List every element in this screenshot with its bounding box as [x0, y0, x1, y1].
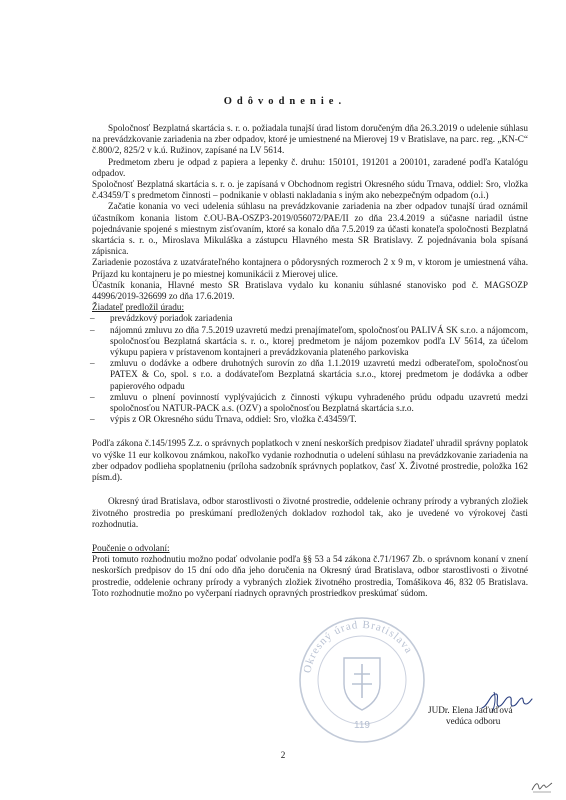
list-heading: Žiadateľ predložil úradu:	[92, 302, 184, 313]
list-item-text: prevádzkový poriadok zariadenia	[110, 313, 233, 324]
spacer	[92, 530, 528, 543]
page-number: 2	[280, 750, 286, 760]
signatory-name: JUDr. Elena Jaďuďová	[428, 705, 513, 715]
svg-text:Okresný úrad Bratislava	[301, 619, 415, 674]
paragraph-registration: Spoločnosť Bezplatná skartácia s. r. o. je zapísaná v Obchodnom registri Okresného súdu Trnava, oddiel: Sro, vložka č.43459/T s predmetom činnosti – podnikanie v oblasti nakladania s iným ako nebezpečným odpadom (o.i.)	[92, 179, 528, 201]
paragraph-request: Spoločnosť Bezplatná skartácia s. r. o. požiadala tunajší úrad listom doručeným dňa 26.3.2019 o udelenie súhlasu na prevádzkovanie zariadenia na zber odpadov, ktoré je umiestnené na Mierovej 19 v Bratislave, na parc. reg. „KN-C“ č.800/2, 825/2 v k.ú. Ružinov, zapísané na LV 5614.	[92, 123, 528, 156]
list-item-text: výpis z OR Okresného súdu Trnava, oddiel: Sro, vložka č.43459/T.	[110, 414, 357, 425]
paragraph-subject: Predmetom zberu je odpad z papiera a lepenky č. druhu: 150101, 191201 a 200101, zaradené podľa Katalógu odpadov.	[92, 156, 528, 178]
list-item	[92, 392, 528, 414]
list-item	[92, 358, 528, 392]
list-item	[92, 325, 528, 359]
submitted-documents-list	[92, 313, 528, 425]
dash-bullet: –	[90, 324, 95, 335]
dash-bullet: –	[90, 414, 95, 425]
paragraph-facility: Zariadenie pozostáva z uzatvárateľného kontajnera o pôdorysných rozmeroch 2 x 9 m, v ktorom je umiestnená váha. Príjazd ku kontajneru je po miestnej komunikácii z Mierovej ulice.	[92, 257, 528, 279]
list-item-text: zmluvu o dodávke a odbere druhotných surovín zo dňa 1.1.2019 uzavretú medzi odberateľom, spoločnosťou PATEX & Co, spol. s r.o. a dodávateľom Bezplatná skartácia s.r.o., ktorej predmetom je dodávka a odber papierového odpadu	[110, 358, 528, 391]
list-item-text: zmluvu o plnení povinností vyplývajúcich z činnosti výkupu vyhradeného prúdu odpadu uzavretú medzi spoločnosťou NATUR-PACK a.s. (OZV) a spoločnosťou Bezplatná skartácia s.r.o.	[110, 391, 528, 414]
dash-bullet: –	[90, 391, 95, 402]
spacer	[92, 425, 528, 438]
appeal-heading: Poučenie o odvolaní:	[92, 542, 170, 553]
signature-block	[428, 705, 548, 727]
paragraph-proceedings: Začatie konania vo veci udelenia súhlasu na prevádzkovanie zariadenia na zber odpadov tunajší úrad oznámil účastníkom konania listom č.OU-BA-OSZP3-2019/056072/PAE/II zo dňa 23.4.2019 a súčasne nariadil ústne pojednávanie spojené s miestnym zisťovaním, ktoré sa konalo dňa 7.5.2019 za účasti konateľa spoločnosti Bezplatná skartácia s. r. o., Miroslava Mikuláška a zástupcu Hlavného mesta SR Bratislavy. Z pojednávania bola spísaná zápisnica.	[92, 201, 528, 257]
stamp-text: Okresný úrad Bratislava	[301, 618, 416, 675]
page-title: O d ô v o d n e n i e .	[223, 96, 343, 107]
document-body	[92, 123, 528, 599]
list-item	[92, 414, 528, 425]
list-item	[92, 313, 528, 324]
paragraph-appeal: Proti tomuto rozhodnutiu možno podať odvolanie podľa §§ 53 a 54 zákona č.71/1967 Zb. o správnom konaní v znení neskorších predpisov do 15 dní odo dňa jeho doručenia na Okresný úrad Bratislava, odbor starostlivosti o životné prostredie, oddelenie ochrany prírody a vybraných zložiek životného prostredia, Tomášikova 46, 832 05 Bratislava. Toto rozhodnutie možno po vyčerpaní riadnych opravných prostriedkov preskúmať súdom.	[92, 554, 528, 598]
initials-mark	[530, 778, 554, 794]
dash-bullet: –	[90, 358, 95, 369]
paragraph-decision: Okresný úrad Bratislava, odbor starostlivosti o životné prostredie, oddelenie ochrany prírody a vybraných zložiek životného prostredia po preskúmaní predložených dokladov rozhodol tak, ako je uvedené vo výrokovej časti rozhodnutia.	[92, 496, 528, 529]
spacer	[92, 483, 528, 496]
paragraph-fee: Podľa zákona č.145/1995 Z.z. o správnych poplatkoch v znení neskorších predpisov žiadateľ uhradil správny poplatok vo výške 11 eur kolkovou známkou, nakoľko vydanie rozhodnutia o udelení súhlasu na prevádzkovanie zariadenia na zber odpadov podlieha spoplatneniu (príloha sadzobník správnych poplatkov, časť X. Životné prostredie, položka 162 písm.d).	[92, 438, 528, 483]
signatory-role: vedúca odboru	[446, 716, 501, 727]
paragraph-participant: Účastník konania, Hlavné mesto SR Bratislava vydalo ku konaniu súhlasné stanovisko pod č. MAGSOZP 44996/2019-326699 zo dňa 17.6.2019.	[92, 279, 528, 302]
stamp-number: 119	[354, 720, 370, 731]
dash-bullet: –	[90, 313, 95, 324]
official-stamp	[296, 614, 428, 746]
list-item-text: nájomnú zmluvu zo dňa 7.5.2019 uzavretú medzi prenajímateľom, spoločnosťou PALIVÁ SK s.r.o. a nájomcom, spoločnosťou Bezplatná skartácia s. r. o., ktorej predmetom je nájom pozemkov podľa LV 5614, za účelom výkupu papiera v prístavenom kontajneri a prevádzkovania plateného parkoviska	[110, 324, 528, 358]
